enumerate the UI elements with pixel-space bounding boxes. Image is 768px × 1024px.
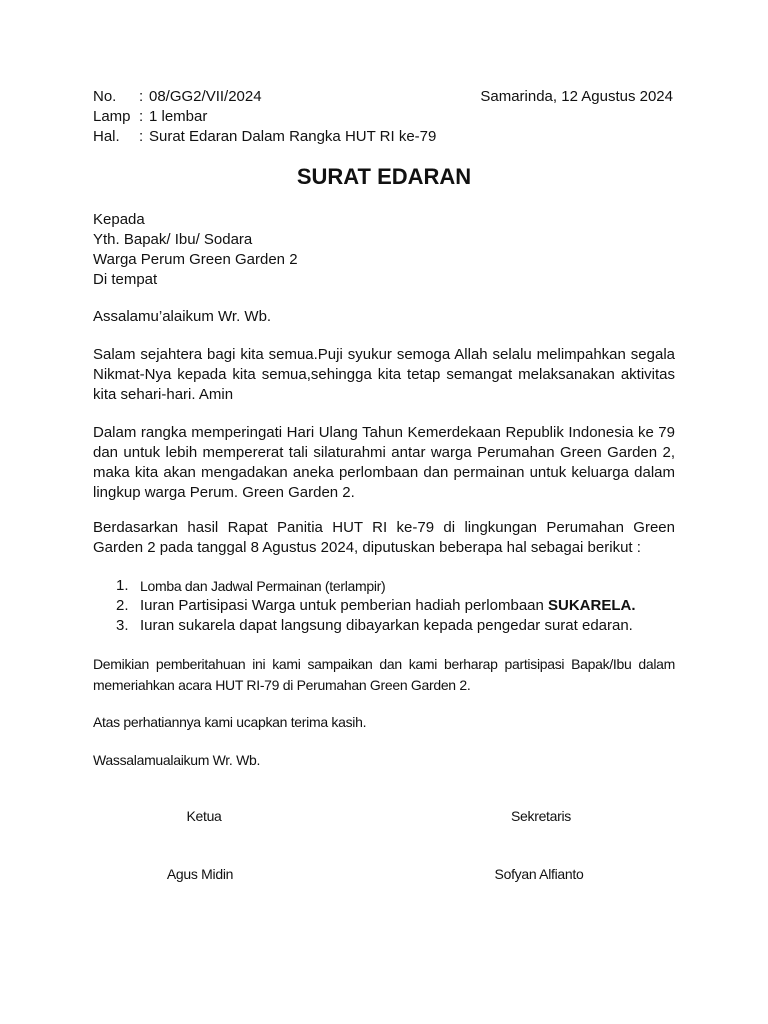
paragraph-1: Salam sejahtera bagi kita semua.Puji syukur semoga Allah selalu melimpahkan segala Nikmat-Nya kepada kita semua,sehingga kita tetap semangat melaksanakan aktivitas kita sehari-hari. Amin — [93, 346, 675, 403]
left-signature-name: Agus Midin — [166, 866, 234, 882]
letter-title: SURAT EDARAN — [296, 164, 472, 189]
lamp-label: Lamp — [93, 108, 131, 125]
list-item — [116, 616, 676, 636]
header-row-lamp — [93, 107, 673, 127]
recipient-line-4: Di tempat — [93, 271, 158, 288]
greeting: Assalamu’alaikum Wr. Wb. — [93, 308, 272, 325]
hal-label: Hal. — [93, 128, 120, 145]
recipient-block — [93, 210, 675, 290]
paragraph-3: Berdasarkan hasil Rapat Panitia HUT RI ke-79 di lingkungan Perumahan Green Garden 2 pada tanggal 8 Agustus 2024, diputuskan beberapa hal sebagai berikut : — [93, 519, 675, 556]
hal-value: Surat Edaran Dalam Rangka HUT RI ke-79 — [149, 128, 437, 145]
header-row-hal — [93, 127, 673, 147]
list-item-number: 2. — [116, 597, 129, 614]
list-item-text-bold: SUKARELA. — [548, 597, 636, 614]
right-signature-name: Sofyan Alfianto — [494, 866, 584, 882]
no-separator: : — [139, 88, 144, 105]
list-item-number: 3. — [116, 617, 129, 634]
right-signature-role: Sekretaris — [510, 808, 572, 824]
paragraph-2: Dalam rangka memperingati Hari Ulang Tahun Kemerdekaan Republik Indonesia ke 79 dan untuk lebih mempererat tali silaturahmi antar warga Perumahan Green Garden 2, maka kita akan mengadakan aneka perlombaan dan permainan untuk keluarga dalam lingkup warga Perum. Green Garden 2. — [93, 424, 675, 501]
letter-header — [93, 87, 673, 147]
decision-list — [116, 576, 676, 636]
farewell-line: Wassalamualaikum Wr. Wb. — [93, 752, 261, 768]
paragraph-4: Demikian pemberitahuan ini kami sampaikan dan kami berharap partisipasi Bapak/Ibu dalam memeriahkan acara HUT RI-79 di Perumahan Green Garden 2. — [93, 656, 675, 693]
recipient-line-3: Warga Perum Green Garden 2 — [93, 251, 298, 268]
place-date: Samarinda, 12 Agustus 2024 — [480, 88, 673, 105]
recipient-line-1: Kepada — [93, 211, 145, 228]
hal-separator: : — [139, 128, 144, 145]
list-item-text-regular: Iuran Partisipasi Warga untuk pemberian hadiah perlombaan — [140, 597, 549, 614]
left-signature-role: Ketua — [186, 808, 222, 824]
list-item-text — [140, 596, 636, 616]
list-item-text: Lomba dan Jadwal Permainan (terlampir) — [140, 578, 386, 594]
list-item-number: 1. — [116, 577, 129, 594]
list-item — [116, 596, 676, 616]
recipient-line-2: Yth. Bapak/ Ibu/ Sodara — [93, 231, 253, 248]
lamp-value: 1 lembar — [149, 108, 208, 125]
list-item-text: Iuran sukarela dapat langsung dibayarkan kepada pengedar surat edaran. — [140, 617, 633, 634]
lamp-separator: : — [139, 108, 144, 125]
list-item — [116, 576, 676, 596]
no-label: No. — [93, 88, 117, 105]
no-value: 08/GG2/VII/2024 — [149, 88, 262, 105]
thanks-line: Atas perhatiannya kami ucapkan terima kasih. — [93, 714, 367, 730]
